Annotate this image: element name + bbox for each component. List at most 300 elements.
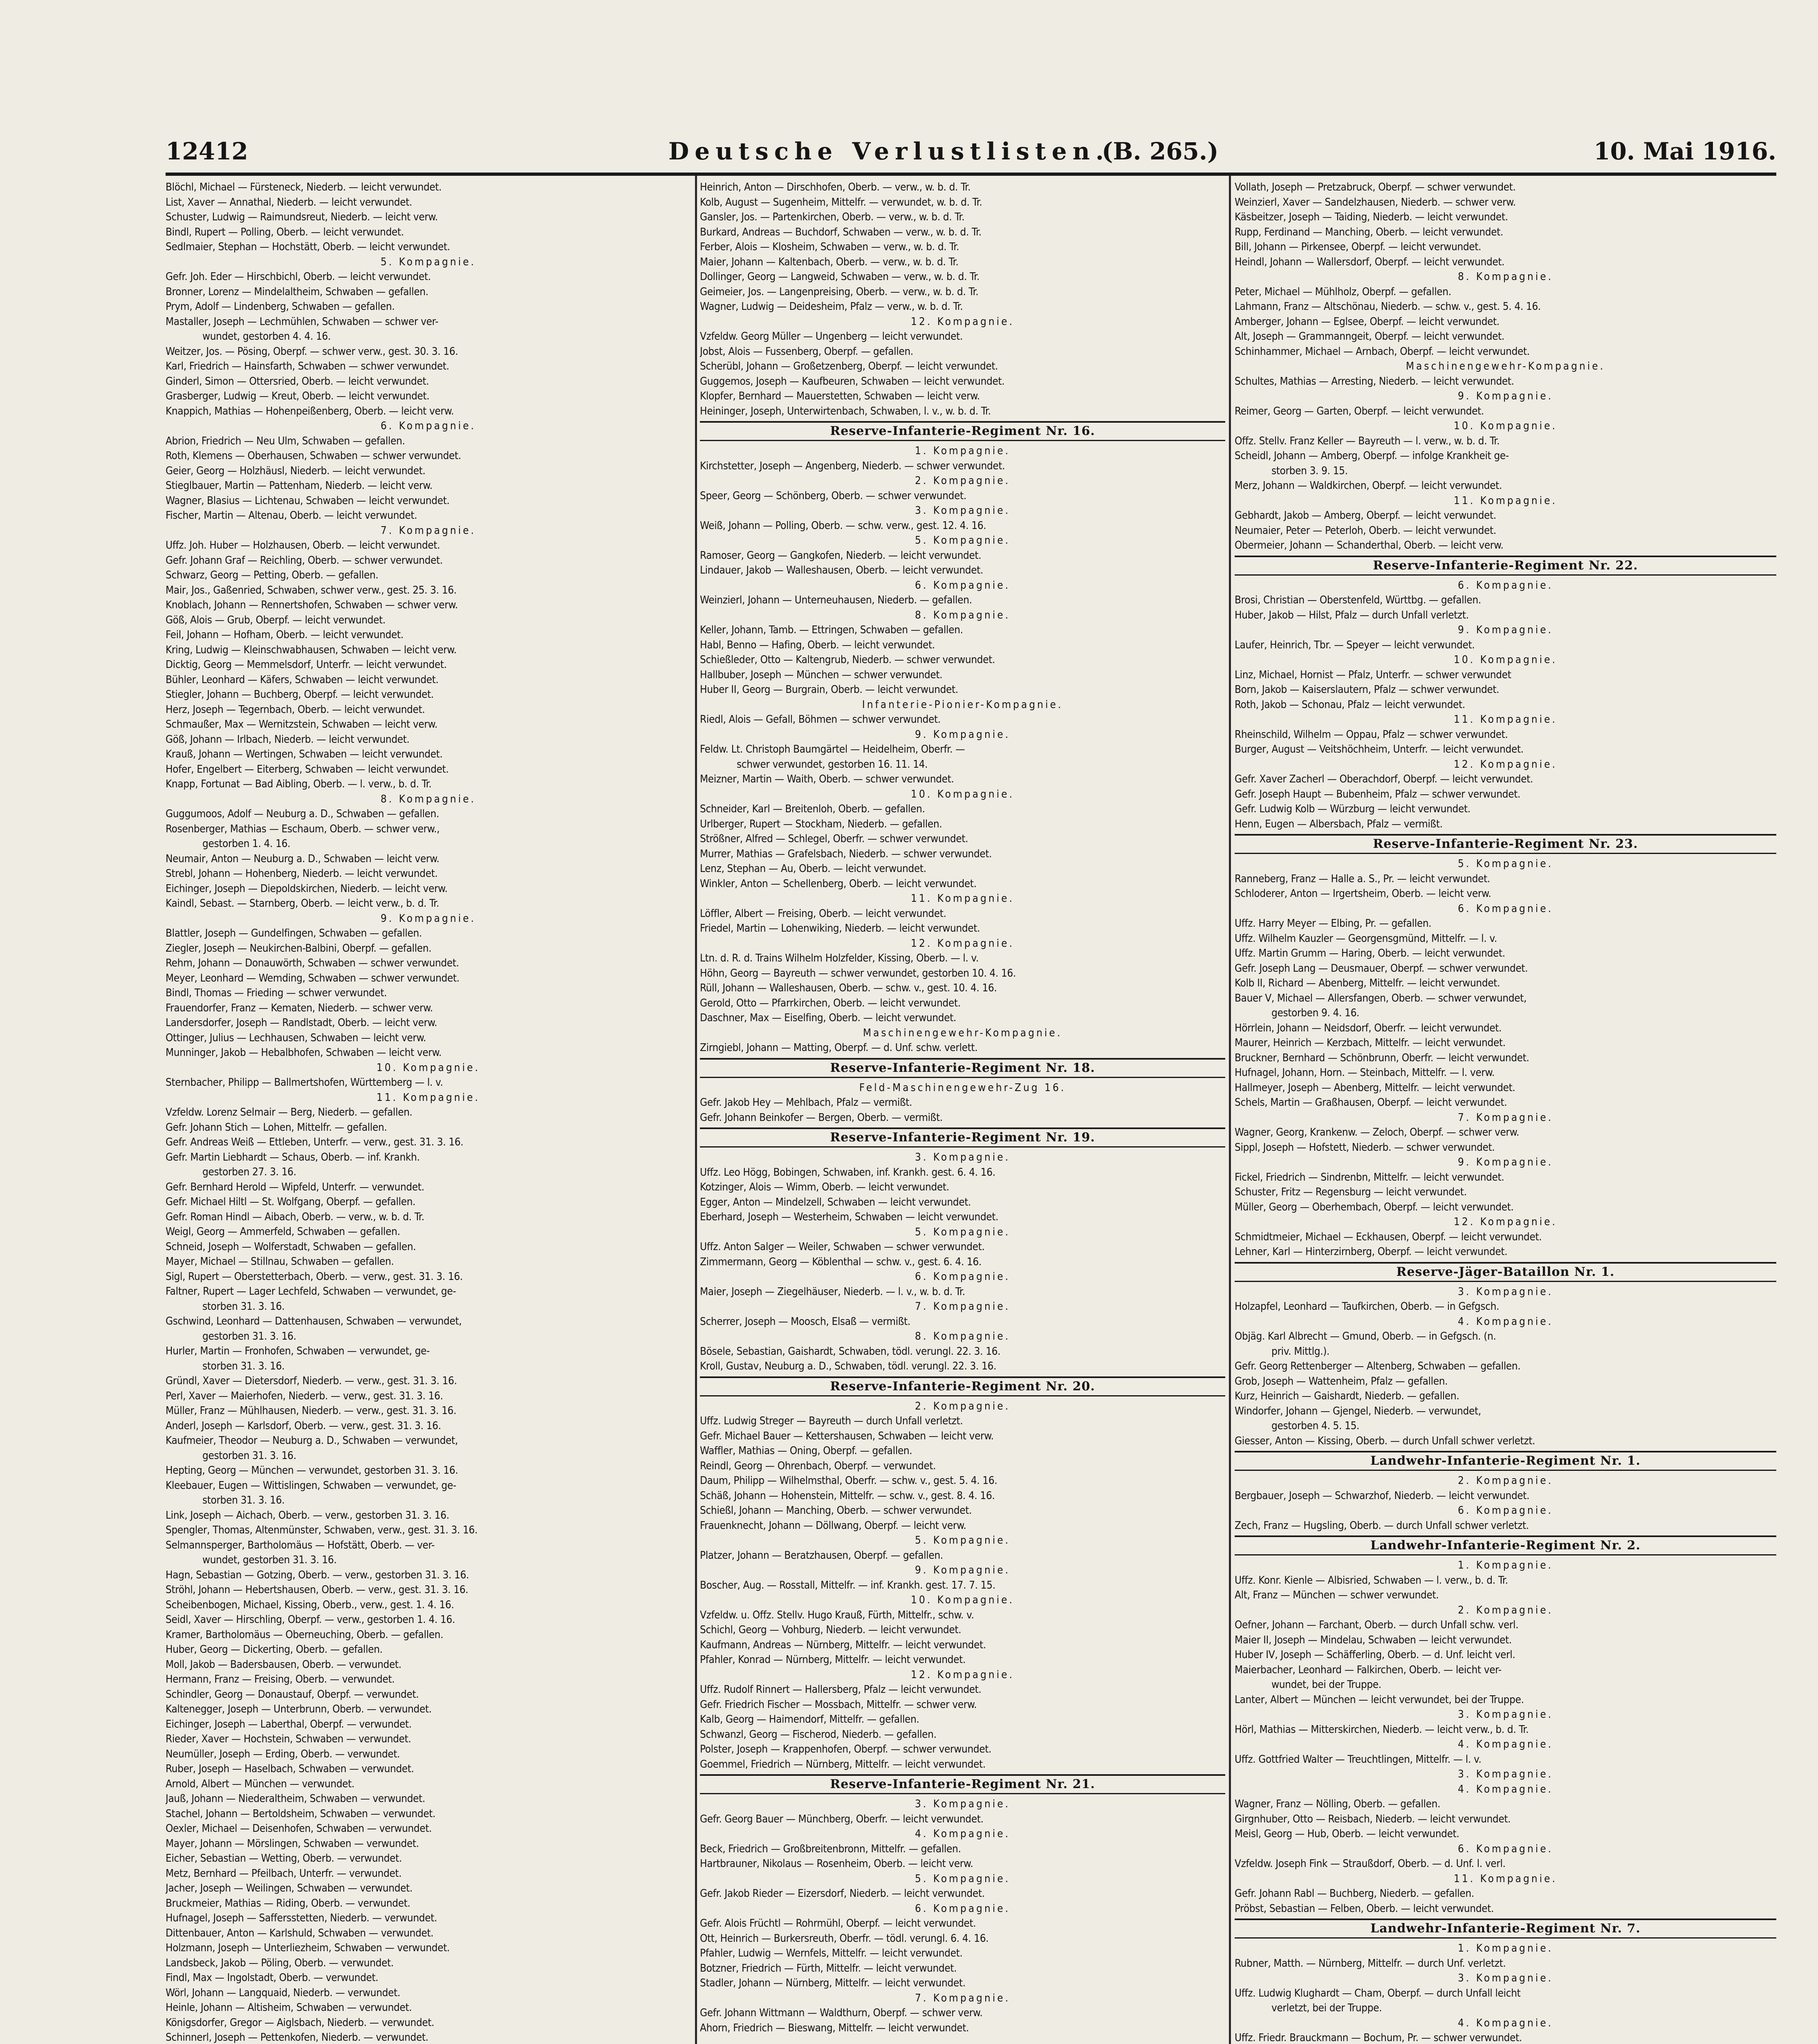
casualty-entry: Kotzinger, Alois — Wimm, Oberb. — leicht verwundet. [700,1181,949,1193]
regiment-heading: Landwehr-Infanterie-Regiment Nr. 1. [1235,1451,1776,1471]
casualty-entry: Vollath, Joseph — Pretzabruck, Oberpf. — schwer verwundet. [1235,181,1516,193]
casualty-entry: Lahmann, Franz — Altschönau, Niederb. — schw. v., gest. 5. 4. 16. [1235,300,1541,313]
casualty-entry: Guggemos, Joseph — Kaufbeuren, Schwaben — leicht verwundet. [700,375,1005,388]
casualty-entry: Goemmel, Friedrich — Nürnberg, Mittelfr. — leicht verwundet. [700,1758,986,1771]
casualty-entry: List, Xaver — Annathal, Niederb. — leicht verwundet. [166,196,412,208]
casualty-entry: Dicktig, Georg — Memmelsdorf, Unterfr. — leicht verwundet. [166,659,447,671]
casualty-entry: Mayer, Johann — Mörslingen, Schwaben — verwundet. [166,1837,419,1850]
company-heading: 2. Kompagnie. [1457,1604,1553,1616]
casualty-entry: Bösele, Sebastian, Gaishardt, Schwaben, tödl. verungl. 22. 3. 16. [700,1345,1001,1358]
regiment-heading: Landwehr-Infanterie-Regiment Nr. 7. [1235,1918,1776,1939]
casualty-entry: Hufnagel, Joseph — Saffersstetten, Niederb. — verwundet. [166,1912,437,1924]
company-heading: 10. Kompagnie. [911,788,1014,800]
casualty-entry: Kurz, Heinrich — Gaishardt, Niederb. — gefallen. [1235,1390,1459,1402]
casualty-entry: Rubner, Matth. — Nürnberg, Mittelfr. — durch Unf. verletzt. [1235,1957,1506,1970]
casualty-entry: Ströhl, Johann — Hebertshausen, Oberb. — verw., gest. 31. 3. 16. [166,1584,469,1596]
company-heading: 3. Kompagnie. [1457,1768,1553,1780]
casualty-entry: Weigl, Georg — Ammerfeld, Schwaben — gefallen. [166,1226,400,1238]
company-heading: 3. Kompagnie. [915,504,1011,517]
issue-number: (B. 265.) [1102,137,1219,165]
casualty-entry: Hurler, Martin — Fronhofen, Schwaben — verwundet, ge- [166,1345,430,1357]
casualty-entry: Sedlmaier, Stephan — Hochstätt, Oberb. — leicht verwundet. [166,241,450,253]
casualty-entry: Mayer, Michael — Stillnau, Schwaben — gefallen. [166,1255,394,1268]
casualty-entry: Schneid, Joseph — Wolferstadt, Schwaben — gefallen. [166,1240,416,1253]
casualty-entry: Wagner, Ludwig — Deidesheim, Pfalz — verw., w. b. d. Tr. [700,300,963,313]
casualty-entry: Frauendorfer, Franz — Kematen, Niederb. — schwer verw. [166,1002,433,1014]
issue-date: 10. Mai 1916. [1594,137,1776,165]
casualty-entry-continuation: storben 31. 3. 16. [202,1494,285,1506]
casualty-entry: Kaufmann, Andreas — Nürnberg, Mittelfr. — leicht verwundet. [700,1638,986,1651]
casualty-entry: Holzmann, Joseph — Unterliezheim, Schwaben — verwundet. [166,1942,450,1954]
casualty-entry: Löffler, Albert — Freising, Oberb. — leicht verwundet. [700,907,946,920]
casualty-entry: Fickel, Friedrich — Sindrenbn, Mittelfr. — leicht verwundet. [1235,1171,1504,1183]
company-heading: 11. Kompagnie. [911,892,1014,905]
casualty-entry: Findl, Max — Ingolstadt, Oberb. — verwundet. [166,1972,379,1984]
company-heading: 4. Kompagnie. [1457,1315,1553,1328]
company-heading: 10. Kompagnie. [1454,654,1557,666]
casualty-entry: Holzapfel, Leonhard — Taufkirchen, Oberb. — in Gefgsch. [1235,1300,1500,1313]
company-heading: 9. Kompagnie. [1457,624,1553,636]
casualty-entry: Habl, Benno — Hafing, Oberb. — leicht verwundet. [700,639,935,651]
casualty-entry: Rheinschild, Wilhelm — Oppau, Pfalz — schwer verwundet. [1235,728,1508,741]
casualty-entry: Neumüller, Joseph — Erding, Oberb. — verwundet. [166,1748,400,1760]
company-heading: 4. Kompagnie. [1457,2017,1553,2029]
column-divider [1229,176,1231,2044]
company-heading: 2. Kompagnie. [1457,1475,1553,1487]
casualty-entry: Frauenknecht, Johann — Döllwang, Oberpf. — leicht verw. [700,1519,966,1532]
casualty-entry: Gefr. Andreas Weiß — Ettleben, Unterfr. — verw., gest. 31. 3. 16. [166,1136,464,1148]
casualty-entry: Rieder, Xaver — Hochstein, Schwaben — verwundet. [166,1733,411,1745]
casualty-entry: Maurer, Heinrich — Kerzbach, Mittelfr. — leicht verwundet. [1235,1037,1506,1049]
casualty-entry: Knappich, Mathias — Hohenpeißenberg, Oberb. — leicht verw. [166,405,454,417]
casualty-entry: Ottinger, Julius — Lechhausen, Schwaben — leicht verw. [166,1031,426,1044]
casualty-entry: Selmannsperger, Bartholomäus — Hofstätt, Oberb. — ver- [166,1539,435,1551]
casualty-entry: Ranneberg, Franz — Halle a. S., Pr. — leicht verwundet. [1235,872,1490,885]
casualty-entry: Moll, Jakob — Badersbausen, Oberb. — verwundet. [166,1658,401,1671]
casualty-entry: Uffz. Rudolf Rinnert — Hallersberg, Pfalz — leicht verwundet. [700,1683,982,1696]
casualty-entry-continuation: storben 31. 3. 16. [202,1360,285,1372]
casualty-entry: Mastaller, Joseph — Lechmühlen, Schwaben — schwer ver- [166,315,439,328]
company-heading: 3. Kompagnie. [915,1798,1011,1810]
casualty-entry: Huber IV, Joseph — Schäfferling, Oberb. — d. Unf. leicht verl. [1235,1649,1515,1661]
regiment-heading: Reserve-Infanterie-Regiment Nr. 18. [700,1058,1225,1078]
company-heading: 5. Kompagnie. [915,1534,1011,1546]
casualty-entry: Lindauer, Jakob — Walleshausen, Oberb. — leicht verwundet. [700,564,983,576]
casualty-entry: Schels, Martin — Graßhausen, Oberpf. — leicht verwundet. [1235,1096,1507,1109]
casualty-entry: Gefr. Joseph Haupt — Bubenheim, Pfalz — schwer verwundet. [1235,788,1520,800]
casualty-entry-continuation: gestorben 4. 5. 15. [1271,1420,1360,1432]
casualty-entry: Hörrlein, Johann — Neidsdorf, Oberfr. — leicht verwundet. [1235,1022,1502,1034]
casualty-entry: Giesser, Anton — Kissing, Oberb. — durch Unfall schwer verletzt. [1235,1434,1536,1447]
casualty-entry: Gefr. Roman Hindl — Aibach, Oberb. — verw., w. b. d. Tr. [166,1210,424,1223]
casualty-entry: Knoblach, Johann — Rennertshofen, Schwaben — schwer verw. [166,599,458,611]
casualty-entry: Heininger, Joseph, Unterwirtenbach, Schwaben, l. v., w. b. d. Tr. [700,405,991,417]
casualty-entry: Gefr. Alois Früchtl — Rohrmühl, Oberpf. — leicht verwundet. [700,1917,976,1930]
casualty-entry: Vzfeldw. u. Offz. Stellv. Hugo Krauß, Fürth, Mittelfr., schw. v. [700,1609,974,1621]
casualty-entry: Huber II, Georg — Burgrain, Oberb. — leicht verwundet. [700,684,958,696]
casualty-entry: Daum, Philipp — Wilhelmsthal, Oberfr. — schw. v., gest. 5. 4. 16. [700,1475,998,1487]
casualty-entry: Gefr. Johann Rabl — Buchberg, Niederb. — gefallen. [1235,1887,1474,1900]
casualty-entry: Uffz. Gottfried Walter — Treuchtlingen, Mittelfr. — l. v. [1235,1753,1482,1766]
casualty-entry: Zirngiebl, Johann — Matting, Oberpf. — d. Unf. schw. verlett. [700,1042,978,1054]
company-heading: Maschinengewehr-Kompagnie. [1406,360,1605,372]
casualty-entry: Ramoser, Georg — Gangkofen, Niederb. — leicht verwundet. [700,549,982,562]
regiment-heading: Reserve-Infanterie-Regiment Nr. 16. [700,421,1225,441]
casualty-entry: Bronner, Lorenz — Mindelaltheim, Schwaben — gefallen. [166,285,428,298]
casualty-entry: Riedl, Alois — Gefall, Böhmen — schwer verwundet. [700,713,941,726]
casualty-entry: Polster, Joseph — Krappenhofen, Oberpf. — schwer verwundet. [700,1743,992,1755]
casualty-entry-continuation: gestorben 27. 3. 16. [202,1166,296,1178]
casualty-entry: Mair, Jos., Gaßenried, Schwaben, schwer verw., gest. 25. 3. 16. [166,584,457,596]
casualty-entry: Zech, Franz — Hugsling, Oberb. — durch Unfall schwer verletzt. [1235,1519,1529,1532]
casualty-entry: Vzfeldw. Georg Müller — Ungenberg — leicht verwundet. [700,330,963,343]
casualty-entry: Boscher, Aug. — Rosstall, Mittelfr. — inf. Krankh. gest. 17. 7. 15. [700,1579,995,1591]
casualty-entry: Maier, Joseph — Ziegelhäuser, Niederb. — l. v., w. b. d. Tr. [700,1285,965,1298]
casualty-entry: Schuster, Fritz — Regensburg — leicht verwundet. [1235,1186,1467,1198]
casualty-entry: Spengler, Thomas, Altenmünster, Schwaben, verw., gest. 31. 3. 16. [166,1524,478,1536]
casualty-entry: Scheidl, Johann — Amberg, Oberpf. — infolge Krankheit ge- [1235,450,1509,462]
casualty-entry: Lenz, Stephan — Au, Oberb. — leicht verwundet. [700,863,926,875]
casualty-entry-continuation: gestorben 31. 3. 16. [202,1449,296,1462]
casualty-entry: Faltner, Rupert — Lager Lechfeld, Schwaben — verwundet, ge- [166,1285,456,1298]
company-heading: Maschinengewehr-Kompagnie. [863,1026,1063,1039]
casualty-entry: Gefr. Johann Graf — Reichling, Oberb. — schwer verwundet. [166,554,443,567]
casualty-entry: Bühler, Leonhard — Käfers, Schwaben — leicht verwundet. [166,673,439,686]
casualty-entry: Eicher, Sebastian — Wetting, Oberb. — verwundet. [166,1852,402,1865]
casualty-entry: Vzfeldw. Lorenz Selmair — Berg, Niederb. — gefallen. [166,1106,412,1118]
company-heading: Infanterie-Pionier-Kompagnie. [862,698,1063,711]
casualty-entry-continuation: gestorben 31. 3. 16. [202,1330,296,1342]
company-heading: 9. Kompagnie. [1457,390,1553,402]
company-heading: 6. Kompagnie. [1457,579,1553,592]
casualty-entry: Hallmeyer, Joseph — Abenberg, Mittelfr. — leicht verwundet. [1235,1081,1515,1094]
casualty-entry: Ltn. d. R. d. Trains Wilhelm Holzfelder, Kissing, Oberb. — l. v. [700,952,979,964]
casualty-entry: Weitzer, Jos. — Pösing, Oberpf. — schwer verw., gest. 30. 3. 16. [166,345,458,358]
column-2 [700,180,1225,2044]
casualty-entry: Lehner, Karl — Hinterzirnberg, Oberpf. — leicht verwundet. [1235,1246,1508,1258]
casualty-entry: Schuster, Ludwig — Raimundsreut, Niederb. — leicht verw. [166,211,438,223]
casualty-entry: Speer, Georg — Schönberg, Oberb. — schwer verwundet. [700,489,966,502]
casualty-entry: Oefner, Johann — Farchant, Oberb. — durch Unfall schw. verl. [1235,1619,1519,1631]
casualty-entry: Prym, Adolf — Lindenberg, Schwaben — gefallen. [166,300,395,313]
casualty-entry: Waffler, Mathias — Oning, Oberpf. — gefallen. [700,1445,912,1457]
casualty-entry: Scheibenbogen, Michael, Kissing, Oberb., verw., gest. 1. 4. 16. [166,1598,454,1611]
company-heading: 12. Kompagnie. [911,1668,1014,1681]
casualty-entry: Maier II, Joseph — Mindelau, Schwaben — leicht verwundet. [1235,1634,1512,1646]
casualty-entry: Munninger, Jakob — Hebalbhofen, Schwaben — leicht verw. [166,1047,442,1059]
casualty-entry: Zimmermann, Georg — Köblenthal — schw. v., gest. 6. 4. 16. [700,1255,982,1268]
casualty-entry: Blattler, Joseph — Gundelfingen, Schwaben — gefallen. [166,927,422,939]
casualty-entry: Kolb, August — Sugenheim, Mittelfr. — verwundet, w. b. d. Tr. [700,196,982,208]
company-heading: 5. Kompagnie. [915,534,1011,547]
casualty-entry: Schinnerl, Joseph — Pettenkofen, Niederb. — verwundet. [166,2031,428,2044]
casualty-entry: Dollinger, Georg — Langweid, Schwaben — verw., w. b. d. Tr. [700,271,980,283]
company-heading: 12. Kompagnie. [911,937,1014,950]
casualty-entry: Höhn, Georg — Bayreuth — schwer verwundet, gestorben 10. 4. 16. [700,967,1016,979]
casualty-entry: Metz, Bernhard — Pfeilbach, Unterfr. — verwundet. [166,1867,402,1880]
casualty-entry: Schäß, Johann — Hohenstein, Mittelfr. — schw. v., gest. 8. 4. 16. [700,1489,995,1502]
company-heading: Feld-Maschinengewehr-Zug 16. [859,1081,1066,1094]
company-heading: 7. Kompagnie. [380,524,476,537]
casualty-entry: Landsbeck, Jakob — Pöling, Oberb. — verwundet. [166,1957,394,1969]
casualty-entry: Hepting, Georg — München — verwundet, gestorben 31. 3. 16. [166,1464,458,1477]
casualty-entry: Herz, Joseph — Tegernbach, Oberb. — leicht verwundet. [166,703,425,716]
casualty-entry: Rosenberger, Mathias — Eschaum, Oberb. — schwer verw., [166,823,440,835]
publication-title: Deutsche Verlustlisten. [668,137,1110,165]
casualty-entry: Huber, Georg — Dickerting, Oberb. — gefallen. [166,1643,383,1656]
casualty-entry: Offz. Stellv. Franz Keller — Bayreuth — l. verw., w. b. d. Tr. [1235,435,1500,447]
casualty-entry: Weinzierl, Xaver — Sandelzhausen, Niederb. — schwer verw. [1235,196,1516,208]
casualty-entry: Weinzierl, Johann — Unterneuhausen, Niederb. — gefallen. [700,594,972,606]
casualty-entry: Weiß, Johann — Polling, Oberb. — schw. verw., gest. 12. 4. 16. [700,519,986,532]
casualty-entry: Sternbacher, Philipp — Ballmertshofen, Württemberg — l. v. [166,1076,443,1089]
company-heading: 3. Kompagnie. [1457,1972,1553,1984]
casualty-entry: Meisl, Georg — Hub, Oberb. — leicht verwundet. [1235,1828,1459,1840]
casualty-entry: Neumaier, Peter — Peterloh, Oberb. — leicht verwundet. [1235,524,1496,537]
casualty-entry: Roth, Klemens — Oberhausen, Schwaben — schwer verwundet. [166,450,461,462]
casualty-entry: Hallbuber, Joseph — München — schwer verwundet. [700,668,943,681]
company-heading: 6. Kompagnie. [380,420,476,432]
casualty-entry: Strößner, Alfred — Schlegel, Oberfr. — schwer verwundet. [700,833,968,845]
company-heading: 7. Kompagnie. [1457,1111,1553,1124]
casualty-entry: Schmidtmeier, Michael — Eckhausen, Oberpf. — leicht verwundet. [1235,1230,1542,1243]
company-heading: 11. Kompagnie. [1454,713,1557,726]
casualty-entry: Ott, Heinrich — Burkersreuth, Oberfr. — tödl. verungl. 6. 4. 16. [700,1932,989,1945]
casualty-entry: Guggumoos, Adolf — Neuburg a. D., Schwaben — gefallen. [166,808,439,820]
casualty-entry: Perl, Xaver — Maierhofen, Niederb. — verw., gest. 31. 3. 16. [166,1390,443,1402]
casualty-entry: Hörl, Mathias — Mitterskirchen, Niederb. — leicht verw., b. d. Tr. [1235,1723,1529,1736]
casualty-entry: Hagn, Sebastian — Gotzing, Oberb. — verw., gestorben 31. 3. 16. [166,1569,469,1581]
company-heading: 12. Kompagnie. [1454,758,1557,771]
casualty-entry: Peter, Michael — Mühlholz, Oberpf. — gefallen. [1235,285,1451,298]
header-rule [166,173,1776,176]
casualty-entry-continuation: schwer verwundet, gestorben 16. 11. 14. [737,758,928,771]
company-heading: 8. Kompagnie. [915,609,1011,621]
casualty-entry: Göß, Johann — Irlbach, Niederb. — leicht verwundet. [166,733,410,746]
column-divider [695,176,697,2044]
casualty-entry-continuation: gestorben 1. 4. 16. [202,838,291,850]
company-heading: 10. Kompagnie. [911,1594,1014,1606]
company-heading: 5. Kompagnie. [380,256,476,268]
casualty-entry: Hartbrauner, Nikolaus — Rosenheim, Oberb. — leicht verw. [700,1858,973,1870]
casualty-entry: Stadler, Johann — Nürnberg, Mittelfr. — leicht verwundet. [700,1977,966,1989]
casualty-entry: Königsdorfer, Gregor — Aiglsbach, Niederb. — verwundet. [166,2016,435,2029]
casualty-entry: Roth, Jakob — Schonau, Pfalz — leicht verwundet. [1235,698,1465,711]
casualty-entry: Uffz. Anton Salger — Weiler, Schwaben — schwer verwundet. [700,1241,985,1253]
company-heading: 11. Kompagnie. [377,1091,480,1104]
casualty-entry: Kolb II, Richard — Abenberg, Mittelfr. — leicht verwundet. [1235,977,1500,989]
casualty-entry: Fischer, Martin — Altenau, Oberb. — leicht verwundet. [166,509,417,522]
casualty-entry: Gefr. Bernhard Herold — Wipfeld, Unterfr. — verwundet. [166,1181,424,1193]
company-heading: 2. Kompagnie. [915,475,1011,487]
casualty-entry-continuation: verletzt, bei der Truppe. [1271,2002,1382,2014]
company-heading: 10. Kompagnie. [1454,420,1557,432]
casualty-entry: Daschner, Max — Eiselfing, Oberb. — leicht verwundet. [700,1012,956,1024]
casualty-entry: Meizner, Martin — Waith, Oberb. — schwer verwundet. [700,773,954,785]
casualty-entry: Ruber, Joseph — Haselbach, Schwaben — verwundet. [166,1763,414,1775]
casualty-entry: Henn, Eugen — Albersbach, Pfalz — vermißt. [1235,818,1443,830]
casualty-entry: Kaltenegger, Joseph — Unterbrunn, Oberb. — verwundet. [166,1703,432,1715]
casualty-entry: Anderl, Joseph — Karlsdorf, Oberb. — verw., gest. 31. 3. 16. [166,1419,441,1432]
company-heading: 8. Kompagnie. [1457,271,1553,283]
casualty-entry: Geier, Georg — Holzhäusl, Niederb. — leicht verwundet. [166,464,426,477]
casualty-entry: Grob, Joseph — Wattenheim, Pfalz — gefallen. [1235,1375,1448,1387]
casualty-entry: Objäg. Karl Albrecht — Gmund, Oberb. — in Gefgsch. (n. [1235,1330,1496,1342]
casualty-entry: Kroll, Gustav, Neuburg a. D., Schwaben, tödl. verungl. 22. 3. 16. [700,1360,997,1372]
casualty-entry: Rüll, Johann — Walleshausen, Oberb. — schw. v., gest. 10. 4. 16. [700,982,997,994]
casualty-entry: Dittenbauer, Anton — Karlshuld, Schwaben — verwundet. [166,1927,434,1939]
company-heading: 7. Kompagnie. [915,1300,1011,1313]
casualty-entry: Bill, Johann — Pirkensee, Oberpf. — leicht verwundet. [1235,241,1482,253]
casualty-entry: Egger, Anton — Mindelzell, Schwaben — leicht verwundet. [700,1196,971,1208]
casualty-entry: Gefr. Georg Bauer — Münchberg, Oberfr. — leicht verwundet. [700,1813,984,1825]
casualty-entry: Gründl, Xaver — Dietersdorf, Niederb. — verw., gest. 31. 3. 16. [166,1375,457,1387]
casualty-entry: Schwanzl, Georg — Fischerod, Niederb. — gefallen. [700,1728,937,1741]
casualty-entry: Scherübl, Johann — Großetzenberg, Oberpf. — leicht verwundet. [700,360,998,372]
casualty-entry: Uffz. Joh. Huber — Holzhausen, Oberb. — leicht verwundet. [166,539,440,551]
casualty-entry: Meyer, Leonhard — Wemding, Schwaben — schwer verwundet. [166,972,460,984]
casualty-entry: Schinhammer, Michael — Arnbach, Oberpf. — leicht verwundet. [1235,345,1530,358]
company-heading: 9. Kompagnie. [380,912,476,925]
casualty-entry: Kaindl, Sebast. — Starnberg, Oberb. — leicht verw., b. d. Tr. [166,897,439,910]
casualty-entry: Kirchstetter, Joseph — Angenberg, Niederb. — schwer verwundet. [700,459,1005,472]
company-heading: 8. Kompagnie. [380,793,476,805]
regiment-heading: Reserve-Infanterie-Regiment Nr. 20. [700,1376,1225,1396]
casualty-entry: Friedel, Martin — Lohenwiking, Niederb. — leicht verwundet. [700,922,980,935]
casualty-entry: Murrer, Mathias — Grafelsbach, Niederb. — schwer verwundet. [700,847,992,860]
casualty-entry: Jauß, Johann — Niederaltheim, Schwaben — verwundet. [166,1793,425,1805]
casualty-entry: Müller, Georg — Oberhembach, Oberpf. — leicht verwundet. [1235,1201,1514,1213]
company-heading: 4. Kompagnie. [915,1828,1011,1840]
casualty-entry: Bergbauer, Joseph — Schwarzhof, Niederb. — leicht verwundet. [1235,1489,1530,1502]
casualty-entry: Ziegler, Joseph — Neukirchen-Balbini, Oberpf. — gefallen. [166,942,432,955]
casualty-entry: Pröbst, Sebastian — Felben, Oberb. — leicht verwundet. [1235,1902,1494,1915]
company-heading: 4. Kompagnie. [1457,1783,1553,1795]
casualty-entry: Lanter, Albert — München — leicht verwundet, bei der Truppe. [1235,1693,1524,1706]
casualty-entry: Winkler, Anton — Schellenberg, Oberb. — leicht verwundet. [700,877,977,890]
company-heading: 9. Kompagnie. [1457,1156,1553,1168]
casualty-entry: Karl, Friedrich — Hainsfarth, Schwaben — schwer verwundet. [166,360,449,372]
casualty-entry: Wagner, Franz — Nölling, Oberb. — gefallen. [1235,1798,1441,1810]
company-heading: 10. Kompagnie. [377,1061,480,1074]
company-heading: 11. Kompagnie. [1454,1872,1557,1885]
casualty-entry: Gefr. Jakob Hey — Mehlbach, Pfalz — vermißt. [700,1096,912,1109]
casualty-entry: Grasberger, Ludwig — Kreut, Oberb. — leicht verwundet. [166,390,430,402]
casualty-entry: Hufnagel, Johann, Horn. — Steinbach, Mittelfr. — l. verw. [1235,1067,1495,1079]
company-heading: 6. Kompagnie. [1457,902,1553,915]
casualty-entry: Schindler, Georg — Donaustauf, Oberpf. — verwundet. [166,1688,419,1701]
casualty-entry: Gansler, Jos. — Partenkirchen, Oberb. — verw., w. b. d. Tr. [700,211,965,223]
casualty-entry: Uffz. Leo Högg, Bobingen, Schwaben, inf. Krankh. gest. 6. 4. 16. [700,1166,995,1179]
casualty-entry: Bindl, Rupert — Polling, Oberb. — leicht verwundet. [166,226,404,238]
company-heading: 11. Kompagnie. [1454,494,1557,507]
casualty-entry: Wagner, Blasius — Lichtenau, Schwaben — leicht verwundet. [166,494,450,507]
casualty-entry: Brosi, Christian — Oberstenfeld, Württbg. — gefallen. [1235,594,1481,606]
regiment-heading: Reserve-Infanterie-Regiment Nr. 23. [1235,834,1776,854]
casualty-entry-continuation: wundet, gestorben 31. 3. 16. [202,1554,337,1566]
company-heading: 6. Kompagnie. [1457,1504,1553,1517]
casualty-entry: Stieglbauer, Martin — Pattenham, Niederb. — leicht verw. [166,480,433,492]
casualty-entry: Kleebauer, Eugen — Wittislingen, Schwaben — verwundet, ge- [166,1479,457,1492]
casualty-entry: Uffz. Ludwig Streger — Bayreuth — durch Unfall verletzt. [700,1415,963,1427]
casualty-entry: Kalb, Georg — Haimendorf, Mittelfr. — gefallen. [700,1713,919,1726]
casualty-entry: Schwarz, Georg — Petting, Oberb. — gefallen. [166,569,379,581]
company-heading: 9. Kompagnie. [915,1564,1011,1576]
casualty-entry: Merz, Johann — Waldkirchen, Oberpf. — leicht verwundet. [1235,480,1502,492]
regiment-heading: Reserve-Infanterie-Regiment Nr. 21. [700,1774,1225,1794]
company-heading: 4. Kompagnie. [1457,1738,1553,1750]
casualty-entry: Gefr. Friedrich Fischer — Mossbach, Mittelfr. — schwer verw. [700,1698,977,1711]
casualty-entry: Eberhard, Joseph — Westerheim, Schwaben — leicht verwundet. [700,1211,999,1223]
casualty-entry: Beck, Friedrich — Großbreitenbronn, Mittelfr. — gefallen. [700,1842,961,1855]
casualty-entry: Jacher, Joseph — Weilingen, Schwaben — verwundet. [166,1882,412,1894]
column-3 [1235,180,1776,2044]
casualty-entry: Ginderl, Simon — Ottersried, Oberb. — leicht verwundet. [166,375,429,388]
casualty-entry-continuation: storben 31. 3. 16. [202,1300,285,1313]
casualty-entry: Kaufmeier, Theodor — Neuburg a. D., Schwaben — verwundet, [166,1434,458,1447]
casualty-entry: Pfahler, Konrad — Nürnberg, Mittelfr. — leicht verwundet. [700,1654,966,1666]
company-heading: 6. Kompagnie. [915,579,1011,592]
casualty-entry: Alt, Joseph — Grammanngeit, Oberpf. — leicht verwundet. [1235,330,1504,343]
casualty-entry: Bauer V, Michael — Allersfangen, Oberb. — schwer verwundet, [1235,992,1527,1004]
company-heading: 9. Kompagnie. [915,728,1011,741]
casualty-entry: Pfahler, Ludwig — Wernfels, Mittelfr. — leicht verwundet. [700,1947,963,1959]
casualty-entry: Gefr. Joh. Eder — Hirschbichl, Oberb. — leicht verwundet. [166,271,431,283]
casualty-entry: Keller, Johann, Tamb. — Ettringen, Schwaben — gefallen. [700,624,963,636]
casualty-entry: Obermeier, Johann — Schanderthal, Oberb. — leicht verw. [1235,539,1504,551]
company-heading: 3. Kompagnie. [915,1151,1011,1163]
company-heading: 12. Kompagnie. [1454,1216,1557,1228]
casualty-entry: Uffz. Wilhelm Kauzler — Georgensgmünd, Mittelfr. — l. v. [1235,932,1497,945]
casualty-entry: Platzer, Johann — Beratzhausen, Oberpf. — gefallen. [700,1549,943,1562]
casualty-entry: Ferber, Alois — Klosheim, Schwaben — verw., w. b. d. Tr. [700,241,959,253]
page-number: 12412 [166,137,248,165]
casualty-entry: Stachel, Johann — Bertoldsheim, Schwaben — verwundet. [166,1807,436,1820]
casualty-entry-continuation: wundet, bei der Truppe. [1271,1679,1381,1691]
casualty-entry: Bruckner, Bernhard — Schönbrunn, Oberfr. — leicht verwundet. [1235,1051,1529,1064]
company-heading: 5. Kompagnie. [915,1226,1011,1238]
casualty-entry: Alt, Franz — München — schwer verwundet. [1235,1589,1439,1601]
casualty-entry: Abrion, Friedrich — Neu Ulm, Schwaben — gefallen. [166,435,405,447]
casualty-entry: Ahorn, Friedrich — Bieswang, Mittelfr. — leicht verwundet. [700,2022,969,2034]
casualty-entry: Wörl, Johann — Langquaid, Niederb. — verwundet. [166,1986,400,1999]
casualty-entry: Hofer, Engelbert — Eiterberg, Schwaben — leicht verwundet. [166,763,449,775]
casualty-entry: Knapp, Fortunat — Bad Aibling, Oberb. — l. verw., b. d. Tr. [166,778,432,790]
casualty-entry: Schießl, Johann — Manching, Oberb. — schwer verwundet. [700,1504,972,1517]
casualty-entry: Maier, Johann — Kaltenbach, Oberb. — verw., w. b. d. Tr. [700,256,959,268]
casualty-entry: Gefr. Xaver Zacherl — Oberachdorf, Oberpf. — leicht verwundet. [1235,773,1533,785]
casualty-entry: Heinrich, Anton — Dirschhofen, Oberb. — verw., w. b. d. Tr. [700,181,971,193]
casualty-entry: Schießleder, Otto — Kaltengrub, Niederb. — schwer verwundet. [700,654,995,666]
casualty-entry: Schultes, Mathias — Arresting, Niederb. — leicht verwundet. [1235,375,1514,388]
casualty-entry: Schloderer, Anton — Irgertsheim, Oberb. — leicht verw. [1235,888,1491,900]
casualty-entry: Jobst, Alois — Fussenberg, Oberpf. — gefallen. [700,345,913,358]
casualty-entry: Urlberger, Rupert — Stockham, Niederb. — gefallen. [700,818,942,830]
casualty-entry: Rupp, Ferdinand — Manching, Oberb. — leicht verwundet. [1235,226,1503,238]
casualty-entry: Neumair, Anton — Neuburg a. D., Schwaben — leicht verw. [166,852,439,865]
casualty-entry: Sippl, Joseph — Hofstett, Niederb. — schwer verwundet. [1235,1141,1495,1154]
casualty-entry-continuation: gestorben 9. 4. 16. [1271,1007,1360,1019]
casualty-entry: Schichl, Georg — Vohburg, Niederb. — leicht verwundet. [700,1624,962,1636]
casualty-entry: Born, Jakob — Kaiserslautern, Pfalz — schwer verwundet. [1235,684,1500,696]
casualty-entry: Landersdorfer, Joseph — Randlstadt, Oberb. — leicht verw. [166,1017,437,1029]
casualty-entry: Arnold, Albert — München — verwundet. [166,1777,354,1790]
company-heading: 5. Kompagnie. [915,1872,1011,1885]
company-heading: 8. Kompagnie. [915,1330,1011,1342]
regiment-heading: Landwehr-Infanterie-Regiment Nr. 2. [1235,1535,1776,1555]
casualty-entry: Gefr. Johann Beinkofer — Bergen, Oberb. — vermißt. [700,1111,943,1124]
page-header [166,135,1776,172]
